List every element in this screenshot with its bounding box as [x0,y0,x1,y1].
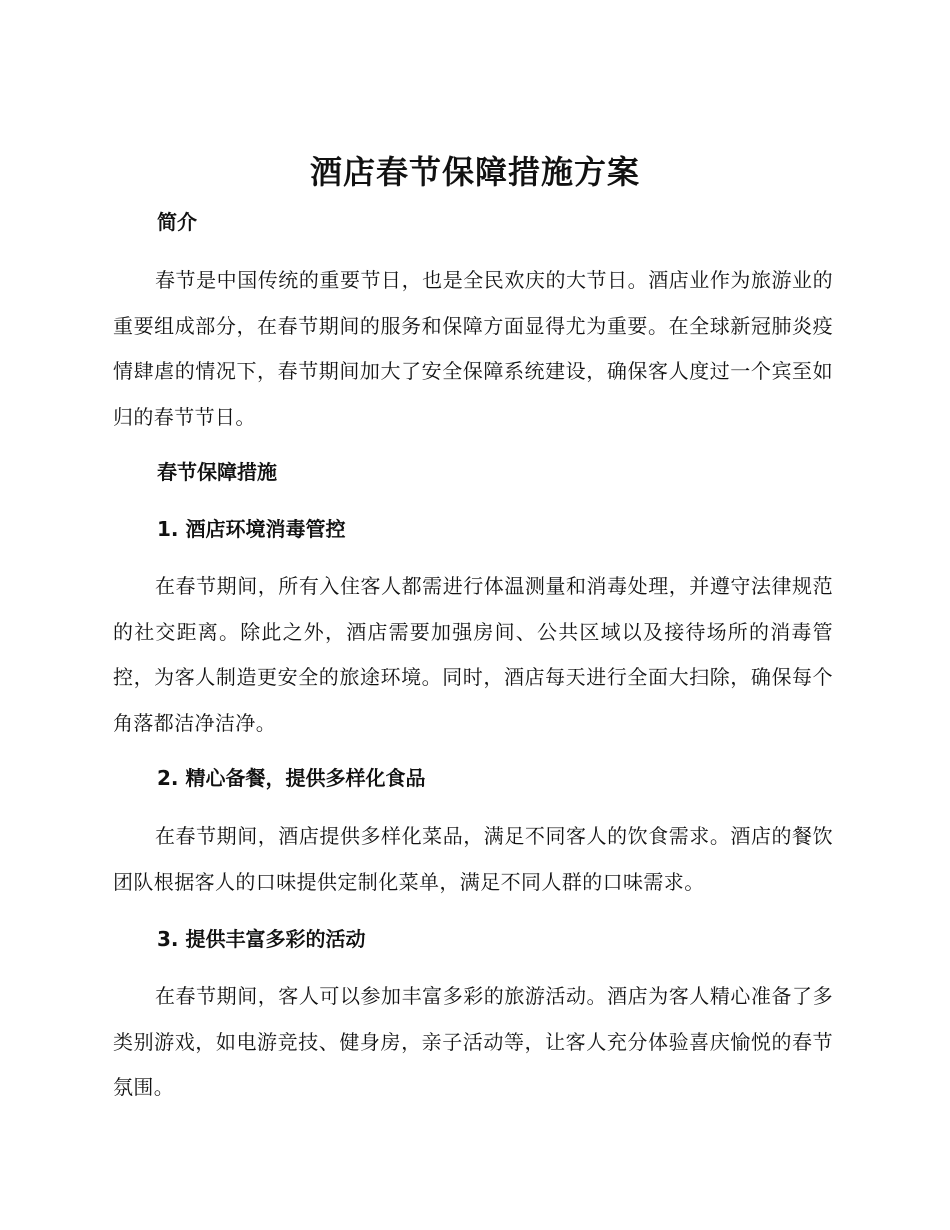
section-2-paragraph: 在春节期间，酒店提供多样化菜品，满足不同客人的饮食需求。酒店的餐饮团队根据客人的口味提供定制化菜单，满足不同人群的口味需求。 [113,824,833,894]
section-3-paragraph: 在春节期间，客人可以参加丰富多彩的旅游活动。酒店为客人精心准备了多类别游戏，如电游竞技、健身房，亲子活动等，让客人充分体验喜庆愉悦的春节氛围。 [113,984,833,1099]
section-1-paragraph: 在春节期间，所有入住客人都需进行体温测量和消毒处理，并遵守法律规范的社交距离。除此之外，酒店需要加强房间、公共区域以及接待场所的消毒管控，为客人制造更安全的旅途环境。同时，酒店每天进行全面大扫除，确保每个角落都洁净洁净。 [113,574,833,735]
section-1-heading: 1. 酒店环境消毒管控 [157,517,346,541]
section-2-heading: 2. 精心备餐，提供多样化食品 [157,766,426,790]
measures-heading: 春节保障措施 [157,460,277,484]
section-3-heading: 3. 提供丰富多彩的活动 [157,927,366,951]
document-title: 酒店春节保障措施方案 [309,153,640,191]
intro-paragraph: 春节是中国传统的重要节日，也是全民欢庆的大节日。酒店业作为旅游业的重要组成部分，在春节期间的服务和保障方面显得尤为重要。在全球新冠肺炎疫情肆虐的情况下，春节期间加大了安全保障系统建设，确保客人度过一个宾至如归的春节节日。 [113,268,833,429]
intro-heading: 简介 [157,210,197,234]
